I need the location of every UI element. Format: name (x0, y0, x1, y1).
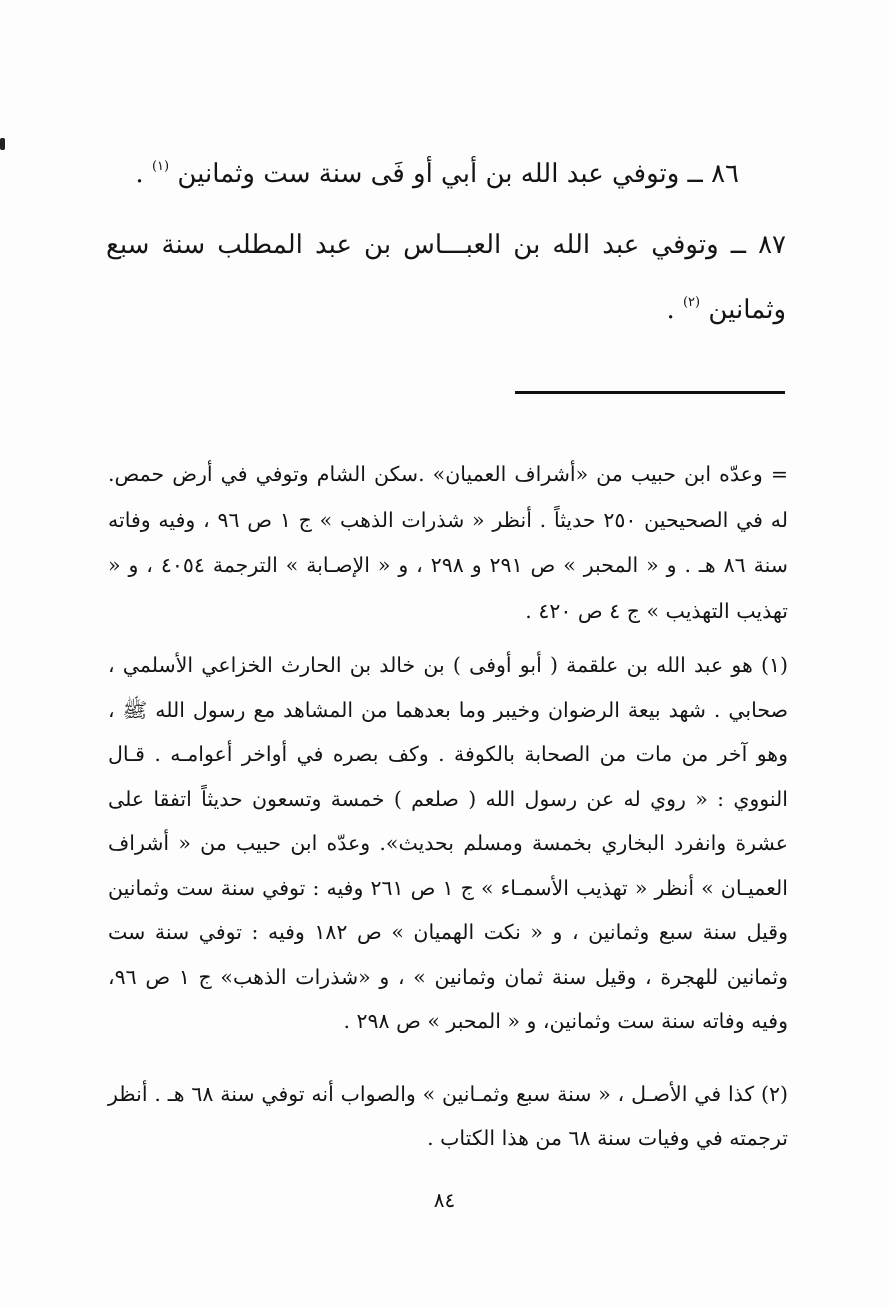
footnote-continuation-text: = وعدّه ابن حبيب من «أشراف العميان» .سكن الشام وتوفي في أرض حمص. له في الصحيحين ٢٥٠ حديثاً . أنظر « شذرات الذهب » ج ١ ص ٩٦ ، وفيه وفاته سنة ٨٦ هـ . و « المحبر » ص ٢٩١ و ٢٩٨ ، و « الإصـابة » الترجمة ٤٠٥٤ ، و « تهذيب التهذيب » ج ٤ ص ٤٢٠ . (108, 462, 789, 623)
entry-87 (106, 216, 786, 339)
footnote-1 (108, 643, 788, 1044)
margin-mark (0, 138, 5, 150)
footnote-ref[interactable]: (١) (151, 159, 170, 174)
entry-text: ٨٧ ــ وتوفي عبد الله بن العبـــاس بن عبد المطلب سنة سبع وثمانين (106, 230, 786, 325)
entry-text: ٨٦ ــ وتوفي عبد الله بن أبي أو فَى سنة ست وثمانين (177, 159, 739, 189)
entry-end: . (135, 159, 152, 189)
entry-86 (109, 136, 739, 205)
footnote-separator (515, 391, 785, 394)
footnote-2 (108, 1072, 788, 1160)
page-number: ٨٤ (433, 1188, 456, 1212)
footnote-2-text: (٢) كذا في الأصـل ، « سنة سبع وثمـانين » والصواب أنه توفي سنة ٦٨ هـ . أنظر ترجمته في وفيات سنة ٦٨ من هذا الكتاب . (108, 1082, 788, 1150)
footnote-continuation (108, 452, 788, 634)
footnote-1-text: (١) هو عبد الله بن علقمة ( أبو أوفى ) بن خالد بن الحارث الخزاعي الأسلمي ، صحابي . شهد بيعة الرضوان وخيبر وما بعدهما من المشاهد مع رسول الله ﷺ ، وهو آخر من مات من الصحابة بالكوفة . وكف بصره في أواخر أعوامـه . قـال النووي : « روي له عن رسول الله ( صلعم ) خمسة وتسعون حديثاً اتفقا على عشرة وانفرد البخاري بخمسة ومسلم بحديث». وعدّه ابن حبيب من « أشراف العميـان » أنظر « تهذيب الأسمـاء » ج ١ ص ٢٦١ وفيه : توفي سنة ست وثمانين وقيل سنة سبع وثمانين ، و « نكت الهميان » ص ١٨٢ وفيه : توفي سنة ست وثمانين للهجرة ، وقيل سنة ثمان وثمانين » ، و «شذرات الذهب» ج ١ ص ٩٦، وفيه وفاته سنة ست وثمانين، و « المحبر » ص ٢٩٨ . (108, 653, 789, 1033)
footnote-ref[interactable]: (٢) (682, 295, 701, 310)
entry-end: . (666, 295, 683, 325)
